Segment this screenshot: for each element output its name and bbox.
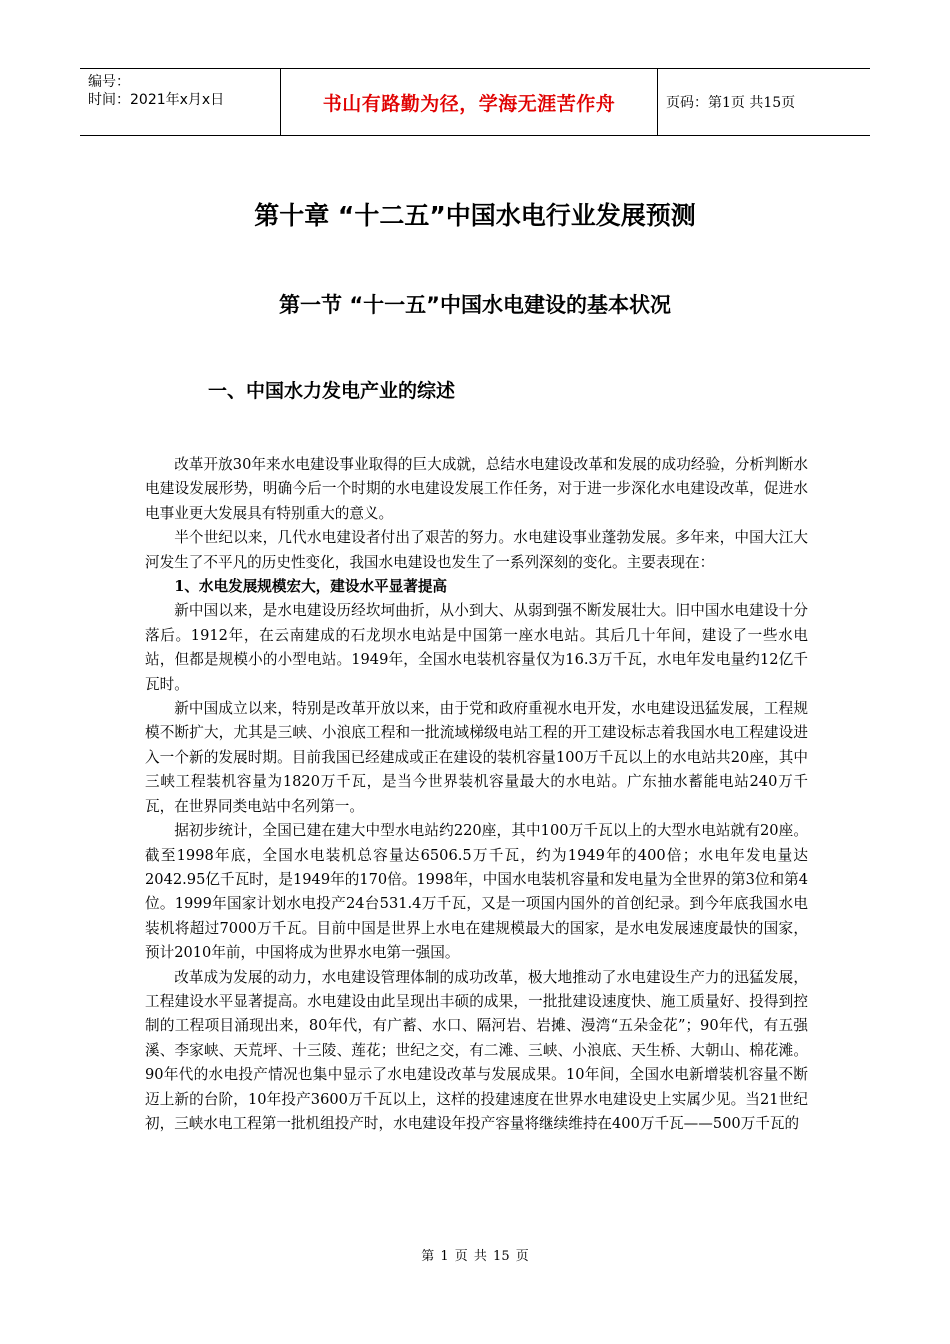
paragraph: 新中国成立以来，特别是改革开放以来，由于党和政府重视水电开发，水电建设迅猛发展，工程规模不断扩大，尤其是三峡、小浪底工程和一批流域梯级电站工程的开工建设标志着我国水电工程建设进入一个新的发展时期。目前我国已经建成或正在建设的装机容量100万千瓦以上的水电站共20座，其中三峡工程装机容量为1820万千瓦，是当今世界装机容量最大的水电站。广东抽水蓄能电站240万千瓦，在世界同类电站中名列第一。 xyxy=(145,700,808,815)
document-time-label: 时间：2021年x月x日 xyxy=(88,92,225,108)
paragraph: 据初步统计，全国已建在建大中型水电站约220座，其中100万千瓦以上的大型水电站就有20座。截至1998年底，全国水电装机总容量达6506.5万千瓦，约为1949年的400倍；水电年发电量达2042.95亿千瓦时，是1949年的170倍。1998年，中国水电装机容量和发电量为全世界的第3位和第4位。1999年国家计划水电投产24台531.4万千瓦，又是一项国内国外的首创纪录。到今年底我国水电装机将超过7000万千瓦。目前中国是世界上水电在建规模最大的国家，是水电发展速度最快的国家，预计2010年前，中国将成为世界水电第一强国。 xyxy=(145,822,808,962)
paragraph: 改革成为发展的动力，水电建设管理体制的成功改革，极大地推动了水电建设生产力的迅猛发展，工程建设水平显著提高。水电建设由此呈现出丰硕的成果，一批批建设速度快、施工质量好、投得到控制的工程项目涌现出来，80年代，有广蓄、水口、隔河岩、岩摊、漫湾“五朵金花”；90年代，有五强溪、李家峡、天荒坪、十三陵、莲花；世纪之交，有二滩、三峡、小浪底、天生桥、大朝山、棉花滩。90年代的水电投产情况也集中显示了水电建设改革与发展成果。10年间，全国水电新增装机容量不断迈上新的台阶，10年投产3600万千瓦以上，这样的投建速度在世界水电建设史上实属少见。当21世纪初，三峡水电工程第一批机组投产时，水电建设年投产容量将继续维持在400万千瓦——500万千瓦的 xyxy=(145,968,808,1132)
chapter-title: 第十章 “十二五”中国水电行业发展预测 xyxy=(254,201,696,230)
header-motto-cell xyxy=(281,69,658,135)
body-text xyxy=(145,453,808,1136)
page-footer: 第 1 页 共 15 页 xyxy=(421,1249,529,1264)
document-number-label: 编号： xyxy=(88,74,130,90)
paragraph: 改革开放30年来水电建设事业取得的巨大成就，总结水电建设改革和发展的成功经验，分析判断水电建设发展形势，明确今后一个时期的水电建设发展工作任务，对于进一步深化水电建设改革，促进水电事业更大发展具有特别重大的意义。 xyxy=(145,456,808,522)
header-motto: 书山有路勤为径，学海无涯苦作舟 xyxy=(322,92,616,115)
header-table xyxy=(80,68,870,136)
header-meta-cell xyxy=(80,69,281,135)
paragraph-heading: 1、水电发展规模宏大，建设水平显著提高 xyxy=(174,578,448,596)
section-title: 第一节 “十一五”中国水电建设的基本状况 xyxy=(279,293,671,317)
header-page-info: 页码：第1页 共15页 xyxy=(666,95,796,111)
paragraph: 新中国以来，是水电建设历经坎坷曲折，从小到大、从弱到强不断发展壮大。旧中国水电建设十分落后。1912年，在云南建成的石龙坝水电站是中国第一座水电站。其后几十年间，建设了一些水电站，但都是规模小的小型电站。1949年，全国水电装机容量仅为16.3万千瓦，水电年发电量约12亿千瓦时。 xyxy=(145,602,808,693)
subsection-title: 一、中国水力发电产业的综述 xyxy=(208,380,456,402)
paragraph: 半个世纪以来，几代水电建设者付出了艰苦的努力。水电建设事业蓬勃发展。多年来，中国大江大河发生了不平凡的历史性变化，我国水电建设也发生了一系列深刻的变化。主要表现在： xyxy=(145,529,808,571)
